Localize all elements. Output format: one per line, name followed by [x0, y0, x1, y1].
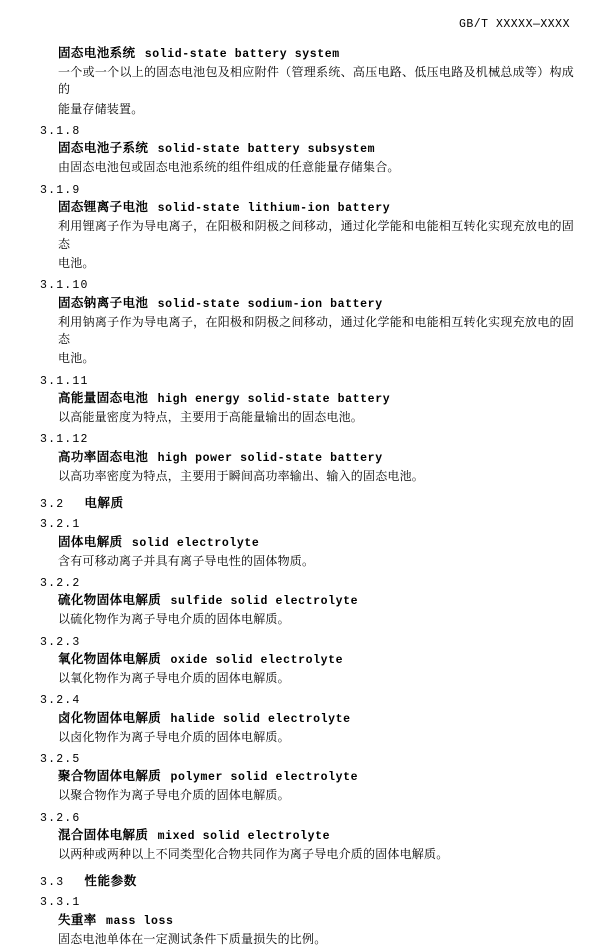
term-definition-line: 以高功率密度为特点，主要用于瞬间高功率输出、输入的固态电池。 — [58, 468, 425, 483]
term-name-cn: 固体电解质 — [58, 534, 123, 549]
page-header — [26, 18, 570, 31]
term-entry — [40, 433, 574, 485]
section-heading — [40, 493, 574, 511]
clause-number: 3.1.12 — [40, 433, 89, 447]
section-heading — [40, 871, 574, 889]
term-name-cn: 失重率 — [58, 912, 97, 927]
term-definition-line: 以高能量密度为特点，主要用于高能量输出的固态电池。 — [58, 410, 364, 425]
term-definition-line: 固态电池单体在一定测试条件下质量损失的比例。 — [58, 931, 327, 946]
term-entry — [40, 577, 574, 629]
clause-number: 3.1.11 — [40, 374, 89, 388]
term-name-en: solid-state lithium-ion battery — [157, 202, 391, 216]
term-name-en: sulfide solid electrolyte — [170, 595, 359, 609]
term-definition-line: 以聚合物作为离子导电介质的固体电解质。 — [58, 788, 290, 803]
term-name-cn: 混合固体电解质 — [58, 828, 149, 843]
term-line — [58, 534, 574, 552]
term-definition-line: 以硫化物作为离子导电介质的固体电解质。 — [58, 612, 290, 627]
term-name-en: oxide solid electrolyte — [170, 653, 344, 667]
term-name-cn: 硫化物固体电解质 — [58, 593, 162, 608]
term-name-cn: 氧化物固体电解质 — [58, 651, 162, 666]
term-entry — [40, 45, 574, 118]
term-definition-line: 电池。 — [58, 255, 95, 270]
term-definition-line: 利用锂离子作为导电离子，在阳极和阴极之间移动，通过化学能和电能相互转化实现充放电的固态 — [58, 219, 574, 251]
clause-number: 3.3.1 — [40, 896, 81, 910]
term-definition-line: 由固态电池包或固态电池系统的组件组成的任意能量存储集合。 — [58, 160, 400, 175]
clause-number: 3.2.2 — [40, 576, 81, 590]
term-entry — [40, 125, 574, 177]
clause-number: 3.2.5 — [40, 753, 81, 766]
term-line — [58, 912, 574, 930]
term-definition-line: 以卤化物作为离子导电介质的固体电解质。 — [58, 729, 290, 744]
clause-number: 3.1.8 — [40, 125, 81, 139]
section-title: 性能参数 — [84, 874, 137, 889]
term-definition-line: 以两种或两种以上不同类型化合物共同作为离子导电介质的固体电解质。 — [58, 847, 449, 862]
clause-number: 3.2.4 — [40, 694, 81, 708]
term-definition-line: 含有可移动离子并具有离子导电性的固体物质。 — [58, 553, 315, 568]
section-title: 电解质 — [84, 496, 124, 511]
term-name-cn: 固态钠离子电池 — [58, 295, 149, 310]
term-entry — [40, 896, 574, 948]
section-number: 3.2 — [40, 498, 65, 512]
term-line — [58, 592, 574, 610]
clause-number: 3.2.6 — [40, 811, 81, 825]
section-number: 3.3 — [40, 876, 65, 890]
term-entry — [40, 184, 574, 272]
term-name-en: halide solid electrolyte — [170, 712, 351, 726]
term-line — [58, 140, 574, 158]
term-line — [58, 45, 574, 63]
term-name-cn: 高能量固态电池 — [58, 391, 149, 406]
term-line — [58, 827, 574, 845]
term-name-en: polymer solid electrolyte — [170, 771, 359, 785]
term-name-cn: 固态电池系统 — [58, 46, 136, 60]
document-body — [26, 45, 574, 948]
clause-number: 3.2.1 — [40, 518, 81, 532]
term-name-cn: 聚合物固体电解质 — [58, 769, 162, 784]
term-name-en: high energy solid-state battery — [157, 393, 391, 407]
standard-code: GB/T XXXXX—XXXX — [458, 18, 570, 31]
term-name-en: mixed solid electrolyte — [157, 830, 331, 844]
term-name-en: solid-state battery subsystem — [157, 143, 376, 157]
term-line — [58, 768, 574, 786]
term-line — [58, 710, 574, 728]
clause-number: 3.1.10 — [40, 279, 89, 293]
term-entry — [40, 753, 574, 805]
term-entry — [40, 375, 574, 427]
term-name-en: mass loss — [106, 914, 174, 928]
term-entry — [40, 812, 574, 864]
term-entry — [40, 518, 574, 570]
term-entry — [40, 636, 574, 688]
clause-number: 3.1.9 — [40, 183, 81, 197]
term-definition-line: 利用钠离子作为导电离子，在阳极和阴极之间移动，通过化学能和电能相互转化实现充放电的固态 — [58, 314, 574, 346]
term-definition-line: 能量存储装置。 — [58, 101, 144, 116]
term-definition-line: 电池。 — [58, 351, 95, 366]
term-name-en: high power solid-state battery — [157, 451, 383, 465]
term-line — [58, 390, 574, 408]
clause-number: 3.2.3 — [40, 635, 81, 649]
term-definition-line: 一个或一个以上的固态电池包及相应附件（管理系统、高压电路、低压电路及机械总成等）构成的 — [58, 64, 574, 97]
term-name-cn: 高功率固态电池 — [58, 449, 149, 464]
term-line — [58, 651, 574, 669]
term-line — [58, 295, 574, 313]
term-line — [58, 199, 574, 217]
term-definition-line: 以氧化物作为离子导电介质的固体电解质。 — [58, 670, 290, 685]
term-name-en: solid-state sodium-ion battery — [157, 297, 383, 311]
term-line — [58, 449, 574, 467]
term-name-cn: 卤化物固体电解质 — [58, 710, 162, 725]
term-entry — [40, 694, 574, 746]
term-name-en: solid electrolyte — [131, 536, 260, 550]
term-name-cn: 固态锂离子电池 — [58, 200, 149, 215]
term-entry — [40, 279, 574, 367]
term-name-en: solid-state battery system — [144, 48, 340, 61]
term-name-cn: 固态电池子系统 — [58, 141, 149, 156]
